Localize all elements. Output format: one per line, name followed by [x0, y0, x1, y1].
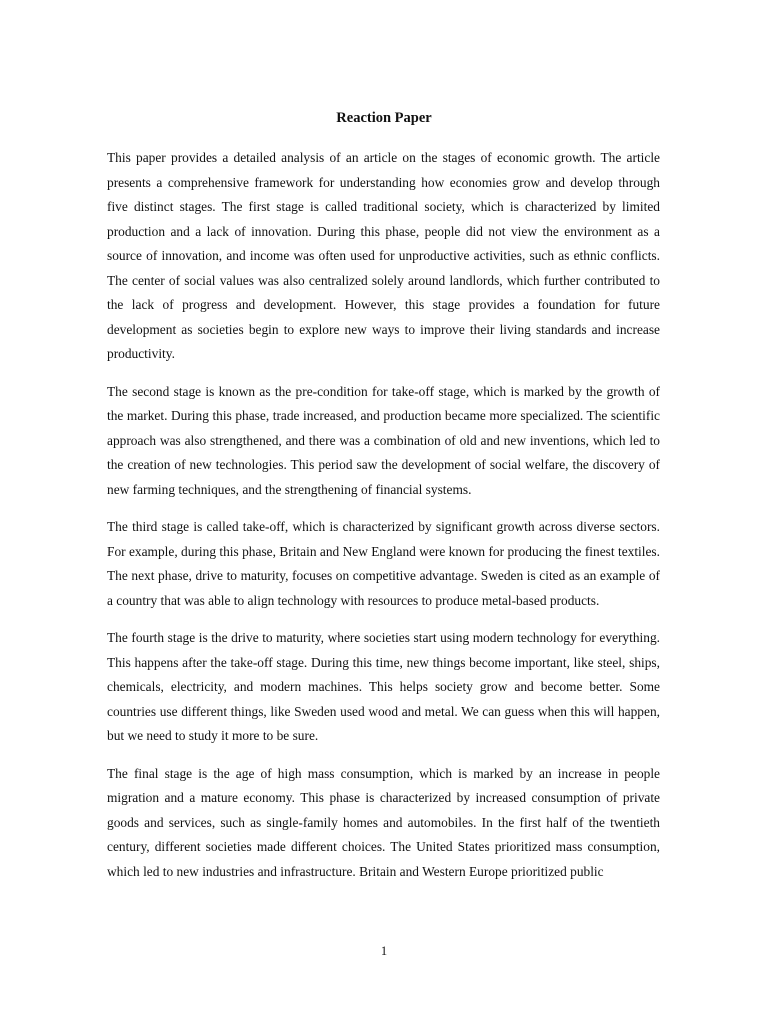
page-number: 1 — [380, 944, 388, 958]
document-title: Reaction Paper — [336, 110, 432, 126]
paragraph-drive-to-maturity: The fourth stage is the drive to maturity, where societies start using modern technology for everything. This happens after the take-off stage. During this time, new things become important, like steel, ships, chemicals, electricity, and modern machines. This helps society grow and become better. Some countries use different things, like Sweden used wood and metal. We can guess when this will happen, but we need to study it more to be sure. — [107, 630, 660, 743]
paragraph-take-off: The third stage is called take-off, which is characterized by significant growth across diverse sectors. For example, during this phase, Britain and New England were known for producing the finest textiles. The next phase, drive to maturity, focuses on competitive advantage. Sweden is cited as an example of a country that was able to align technology with resources to produce metal-based products. — [107, 519, 660, 608]
paragraph-traditional-society: This paper provides a detailed analysis of an article on the stages of economic growth. The article presents a comprehensive framework for understanding how economies grow and develop through five distinct stages. The first stage is called traditional society, which is characterized by limited production and a lack of innovation. During this phase, people did not view the environment as a source of innovation, and income was often used for unproductive activities, such as ethnic conflicts. The center of social values was also centralized solely around landlords, which further contributed to the lack of progress and development. However, this stage provides a foundation for future development as societies begin to explore new ways to improve their living standards and increase productivity. — [107, 150, 660, 361]
paragraph-high-mass-consumption: The final stage is the age of high mass consumption, which is marked by an increase in people migration and a mature economy. This phase is characterized by increased consumption of private goods and services, such as single-family homes and automobiles. In the first half of the twentieth century, different societies made different choices. The United States prioritized mass consumption, which led to new industries and infrastructure. Britain and Western Europe prioritized public — [107, 765, 660, 879]
document-body — [107, 146, 660, 897]
paragraph-preconditions-take-off: The second stage is known as the pre-condition for take-off stage, which is marked by the growth of the market. During this phase, trade increased, and production became more specialized. The scientific approach was also strengthened, and there was a combination of old and new inventions, which led to the creation of new technologies. This period saw the development of social welfare, the discovery of new farming techniques, and the strengthening of financial systems. — [107, 383, 660, 497]
